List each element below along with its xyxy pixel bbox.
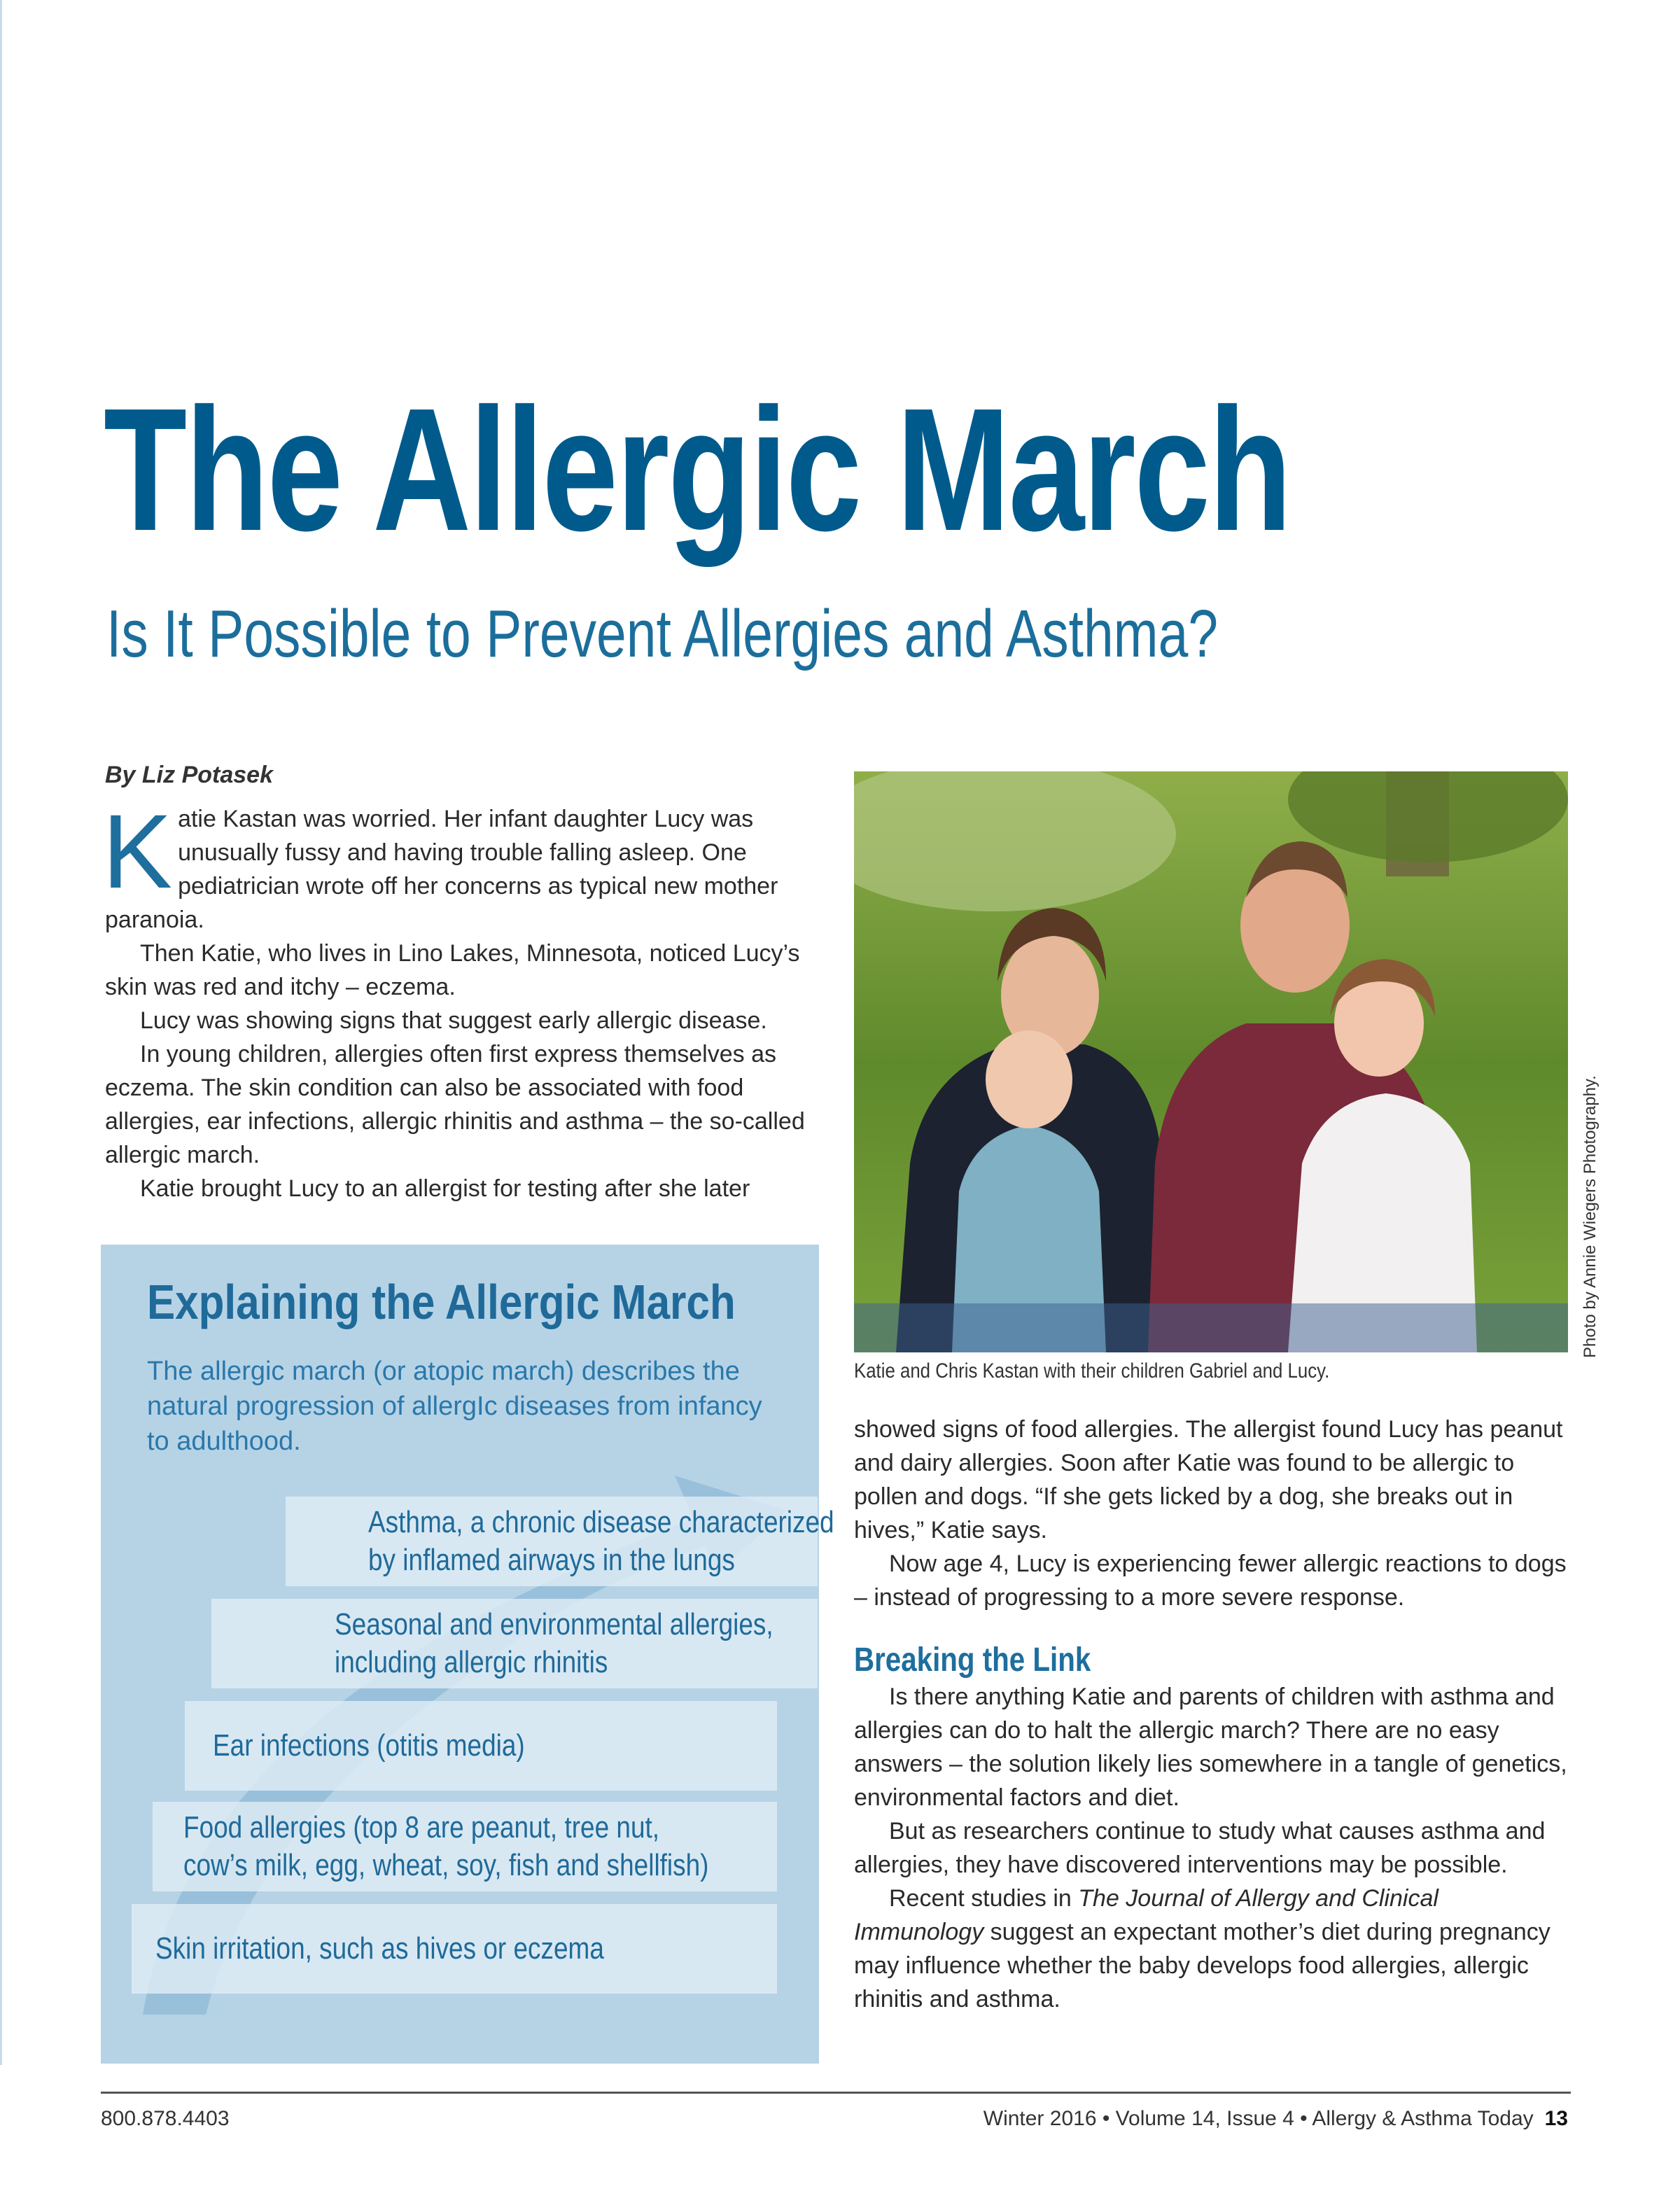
step-line: Skin irritation, such as hives or eczema: [155, 1931, 604, 1966]
paragraph: [854, 1882, 1568, 2016]
paragraph: Then Katie, who lives in Lino Lakes, Minnesota, noticed Lucy’s skin was red and itchy – eczema.: [105, 940, 800, 1000]
paragraph: But as researchers continue to study what causes asthma and allergies, they have discovered interventions may be possible.: [854, 1818, 1546, 1878]
photo-credit: Photo by Annie Wiegers Photography.: [1581, 1075, 1600, 1358]
paragraph: Katie brought Lucy to an allergist for testing after she later: [140, 1175, 750, 1202]
step-line: including allergic rhinitis: [335, 1645, 608, 1679]
step-line: Ear infections (otitis media): [213, 1728, 525, 1763]
step-seasonal-allergies: [211, 1599, 818, 1688]
step-line: Food allergies (top 8 are peanut, tree nut,: [183, 1810, 660, 1844]
right-column-text: [854, 1413, 1568, 2016]
article-subtitle: Is It Possible to Prevent Allergies and Asthma?: [106, 596, 1219, 671]
step-line: Seasonal and environmental allergies,: [335, 1607, 774, 1642]
paragraph: Now age 4, Lucy is experiencing fewer allergic reactions to dogs – instead of progressing to a more severe response.: [854, 1550, 1567, 1611]
left-edge-line: [0, 0, 2, 2065]
paragraph: In young children, allergies often first express themselves as eczema. The skin condition can also be associated with food allergies, ear infections, allergic rhinitis and asthma – the so-called allergic march.: [105, 1041, 805, 1168]
step-line: cow’s milk, egg, wheat, soy, fish and shellfish): [183, 1848, 709, 1882]
issue-info: Winter 2016 • Volume 14, Issue 4 • Allergy & Asthma Today: [983, 2107, 1534, 2130]
lead-paragraph: [102, 792, 819, 937]
step-asthma: [286, 1497, 834, 1586]
byline: By Liz Potasek: [105, 762, 273, 788]
paragraph: showed signs of food allergies. The allergist found Lucy has peanut and dairy allergies. Soon after Katie was found to be allergic to pollen and dogs. “If she gets licked by a dog, she breaks out in hives,” Katie says.: [854, 1416, 1563, 1544]
step-line: by inflamed airways in the lungs: [368, 1543, 735, 1577]
step-ear-infections: [185, 1701, 777, 1791]
sidebar-title: Explaining the Allergic March: [147, 1275, 736, 1329]
photo-caption: Katie and Chris Kastan with their children Gabriel and Lucy.: [854, 1359, 1330, 1382]
footer-phone: 800.878.4403: [101, 2107, 230, 2130]
sidebar-box: [101, 1245, 834, 2064]
step-food-allergies: [153, 1802, 777, 1891]
section-heading: Breaking the Link: [854, 1642, 1091, 1679]
page-number: 13: [1544, 2107, 1568, 2130]
sidebar-intro: The allergic march (or atopic march) describes the natural progression of allergIc diseases from infancy to adulthood.: [147, 1357, 762, 1456]
paragraph: Is there anything Katie and parents of children with asthma and allergies can do to halt the allergic march? There are no easy answers – the solution likely lies somewhere in a tangle of genetics, environmental factors and diet.: [854, 1684, 1567, 1811]
lead-text: atie Kastan was worried. Her infant daughter Lucy was unusually fussy and having trouble falling asleep. One pediatrician wrote off her concerns as typical new mother paranoia.: [105, 806, 778, 933]
article-title: The Allergic March: [104, 372, 1291, 567]
left-column-text: [102, 792, 819, 1205]
footer-rule: [101, 2092, 1571, 2094]
family-photo: [854, 771, 1568, 1352]
journal-title: The Journal of Allergy and Clinical Immunology: [854, 1885, 1438, 1945]
step-skin-irritation: [132, 1904, 777, 1994]
footer-issue-line: [983, 2107, 1568, 2131]
paragraph: Lucy was showing signs that suggest early allergic disease.: [140, 1007, 767, 1034]
paragraph-text: Recent studies in: [889, 1885, 1079, 1912]
paragraph-text: suggest an expectant mother’s diet during pregnancy may influence whether the baby develops food allergies, allergic rhinitis and asthma.: [854, 1919, 1550, 2012]
step-line: Asthma, a chronic disease characterized: [368, 1505, 834, 1539]
drop-cap: K: [102, 792, 173, 910]
